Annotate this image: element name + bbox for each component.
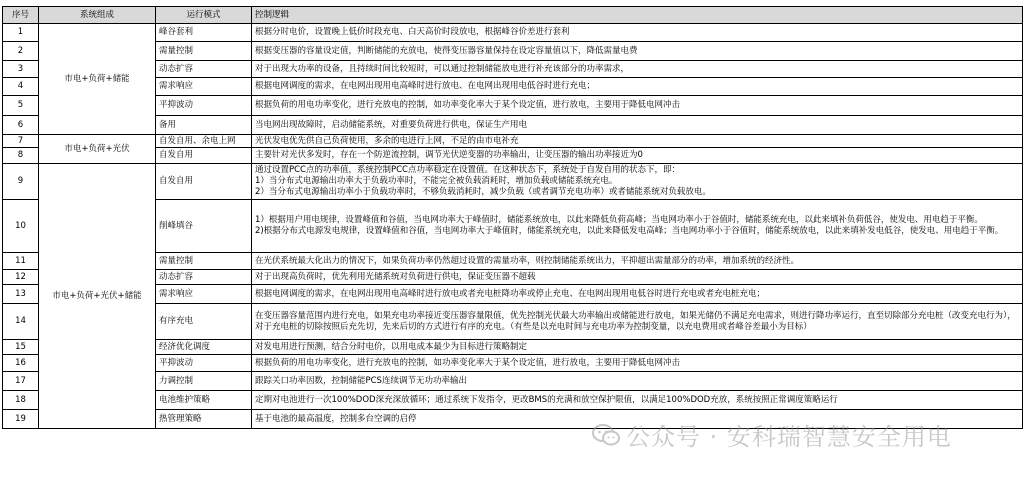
logic-cell: 光伏发电优先供自己负荷使用，多余的电进行上网，不足的由市电补充	[252, 135, 1023, 148]
logic-cell: 在光伏系统最大化出力的情况下，如果负荷功率仍然超过设置的需量功率，则控制储能系统出力，平抑超出需量部分的功率，增加系统的经济性。	[252, 253, 1023, 270]
system-group-storage: 市电+负荷+储能	[39, 24, 156, 135]
logic-cell: 对于出现大功率的设备，且持续时间比较短时，可以通过控制储能放电进行补充该部分的功率需求，	[252, 61, 1023, 78]
mode-cell: 电池维护策略	[156, 391, 252, 410]
table-row	[3, 200, 1023, 253]
mode-cell: 热管理策略	[156, 410, 252, 429]
table-row	[3, 148, 1023, 164]
mode-cell: 峰谷套利	[156, 24, 252, 42]
mode-cell: 经济优化调度	[156, 340, 252, 355]
table-row	[3, 164, 1023, 200]
mode-cell: 需量控制	[156, 253, 252, 270]
mode-cell: 需求响应	[156, 285, 252, 304]
logic-cell: 在变压器容量范围内进行充电，如果充电功率接近变压器容量限值，优先控制光伏最大功率输出或储能进行放电，如果光储仍不满足充电需求，则进行降功率运行，直至切除部分充电桩（改变充电行为），对于充电桩的切除按照后充先切，先来后切的方式进行有序的充电。（有些是以充电时间与充电功率为控制变量，以充电费用或者峰谷差最小为目标）	[252, 304, 1023, 340]
table-row	[3, 304, 1023, 340]
row-number: 19	[3, 410, 39, 429]
logic-cell: 根据负荷的用电功率变化，进行充放电的控制，如功率变化率大于某个设定值，进行放电，主要用于降低电网冲击	[252, 355, 1023, 372]
table-row	[3, 372, 1023, 391]
row-number: 5	[3, 96, 39, 116]
logic-cell: 根据负荷的用电功率变化，进行充放电的控制，如功率变化率大于某个设定值，进行放电，主要用于降低电网冲击	[252, 96, 1023, 116]
mode-cell: 自发自用	[156, 148, 252, 164]
header-logic: 控制逻辑	[252, 7, 1023, 24]
table-row	[3, 391, 1023, 410]
row-number: 8	[3, 148, 39, 164]
table-header-row	[3, 7, 1023, 24]
table-row	[3, 253, 1023, 270]
table-row	[3, 285, 1023, 304]
table-row	[3, 96, 1023, 116]
table-row	[3, 116, 1023, 135]
row-number: 17	[3, 372, 39, 391]
row-number: 1	[3, 24, 39, 42]
mode-cell: 备用	[156, 116, 252, 135]
mode-cell: 力调控制	[156, 372, 252, 391]
mode-cell: 需量控制	[156, 42, 252, 61]
row-number: 14	[3, 304, 39, 340]
row-number: 12	[3, 270, 39, 285]
header-mode: 运行模式	[156, 7, 252, 24]
table-row	[3, 24, 1023, 42]
table-row	[3, 410, 1023, 429]
logic-cell: 基于电池的最高温度，控制多台空调的启停	[252, 410, 1023, 429]
mode-cell: 自发自用、余电上网	[156, 135, 252, 148]
table-row	[3, 355, 1023, 372]
mode-cell: 平抑波动	[156, 355, 252, 372]
table-row	[3, 78, 1023, 96]
row-number: 2	[3, 42, 39, 61]
row-number: 10	[3, 200, 39, 253]
row-number: 16	[3, 355, 39, 372]
logic-cell: 跟踪关口功率因数，控制储能PCS连续调节无功功率输出	[252, 372, 1023, 391]
logic-cell: 根据电网调度的需求，在电网出现用电高峰时进行放电或者充电桩降功率或停止充电、在电网出现用电低谷时进行充电或者充电桩充电；	[252, 285, 1023, 304]
row-number: 15	[3, 340, 39, 355]
logic-cell: 定期对电池进行一次100%DOD深充深放循环；通过系统下发指令，更改BMS的充满和放空保护限值，以满足100%DOD充放，系统按照正常调度策略运行	[252, 391, 1023, 410]
logic-cell: 1）根据用户用电规律，设置峰值和谷值，当电网功率大于峰值时，储能系统放电，以此来降低负荷高峰；当电网功率小于谷值时，储能系统充电，以此来填补负荷低谷，使发电、用电趋于平衡。 2)根据分布式电源发电规律，设置峰值和谷值，当电网功率大于峰值时，储能系统充电，以此来降低发电高峰；当电网功率小于谷值时，储能系统放电，以此来填补发电低谷，使发电、用电趋于平衡。	[252, 200, 1023, 253]
mode-cell: 有序充电	[156, 304, 252, 340]
header-index: 序号	[3, 7, 39, 24]
system-group-pv-storage: 市电+负荷+光伏+储能	[39, 164, 156, 429]
row-number: 7	[3, 135, 39, 148]
logic-cell: 对于出现高负荷时，优先利用光储系统对负荷进行供电，保证变压器不超载	[252, 270, 1023, 285]
mode-cell: 自发自用	[156, 164, 252, 200]
table-row	[3, 340, 1023, 355]
mode-cell: 削峰填谷	[156, 200, 252, 253]
logic-cell: 当电网出现故障时，启动储能系统，对重要负荷进行供电，保证生产用电	[252, 116, 1023, 135]
logic-cell: 根据变压器的容量设定值，判断储能的充放电，使得变压器容量保持在设定容量值以下，降低需量电费	[252, 42, 1023, 61]
row-number: 18	[3, 391, 39, 410]
table-row	[3, 42, 1023, 61]
row-number: 6	[3, 116, 39, 135]
logic-cell: 根据分时电价，设置晚上低价时段充电、白天高价时段放电，根据峰谷价差进行套利	[252, 24, 1023, 42]
table-row	[3, 61, 1023, 78]
logic-cell: 根据电网调度的需求，在电网出现用电高峰时进行放电、在电网出现用电低谷时进行充电；	[252, 78, 1023, 96]
logic-cell: 对发电用进行预测，结合分时电价，以用电成本最少为目标进行策略制定	[252, 340, 1023, 355]
logic-cell: 通过设置PCC点的功率值，系统控制PCC点功率稳定在设置值。在这种状态下，系统处于自发自用的状态下，即： 1）当分布式电源输出功率大于负载功率时，不能完全被负载消耗时，增加负载或储能系统充电。 2）当分布式电源输出功率小于负载功率时，不够负载消耗时，减少负载（或者调节充电功率）或者储能系统对负载放电。	[252, 164, 1023, 200]
table-row	[3, 270, 1023, 285]
row-number: 4	[3, 78, 39, 96]
logic-cell: 主要针对光伏多发时，存在一个防逆流控制，调节光伏逆变器的功率输出，让变压器的输出功率接近为0	[252, 148, 1023, 164]
watermark-text: 公众号 · 安科瑞智慧安全用电	[626, 423, 952, 451]
mode-cell: 需求响应	[156, 78, 252, 96]
row-number: 3	[3, 61, 39, 78]
table-row	[3, 135, 1023, 148]
header-system: 系统组成	[39, 7, 156, 24]
row-number: 11	[3, 253, 39, 270]
mode-cell: 动态扩容	[156, 270, 252, 285]
system-group-pv: 市电+负荷+光伏	[39, 135, 156, 164]
row-number: 13	[3, 285, 39, 304]
row-number: 9	[3, 164, 39, 200]
operation-mode-table	[2, 6, 1023, 429]
mode-cell: 动态扩容	[156, 61, 252, 78]
mode-cell: 平抑波动	[156, 96, 252, 116]
